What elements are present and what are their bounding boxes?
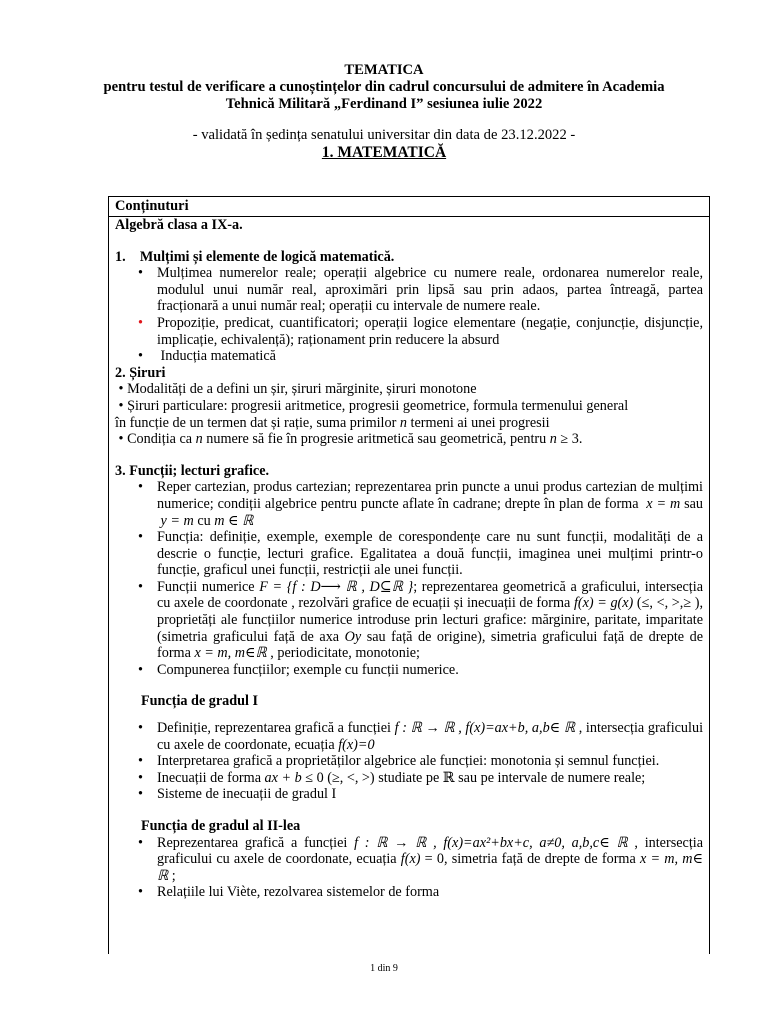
- document-header: [0, 62, 768, 162]
- list-item: • Funcții numerice F = {f : D⟶ ℝ , D⊆ℝ }; reprezentarea geometrică a graficului, intersecția cu axele de coordonate , rezolvări grafice de ecuații și inecuații de forma f(x) = g(x) (≤, <, >,≥ ), proprietăți ale funcțiilor numerice introduse prin lecturi grafice: mărginire, paritate, imparitate (simetria graficului față de axa Oy sau față de origine), simetria graficului față de drepte de forma x = m, m∈ℝ , periodicitate, monotonie;: [138, 578, 703, 662]
- bullet-icon: •: [138, 578, 143, 595]
- bullet-icon: •: [138, 720, 143, 737]
- list-item: • Definiție, reprezentarea grafică a funcției f : ℝ → ℝ , f(x)=ax+b, a,b∈ ℝ , intersecția graficului cu axele de coordonate, ecuația f(x)=0: [138, 720, 704, 753]
- bullet-icon: •: [138, 479, 143, 496]
- red-bullet-icon: •: [138, 314, 143, 331]
- doc-title: TEMATICA: [344, 62, 424, 78]
- section-2-list: [115, 381, 703, 447]
- list-item: • Reper cartezian, produs cartezian; reprezentarea prin puncte a unui produs cartezian de mulțimi numerice; condiții algebrice pentru puncte aflate în cadrane; drepte în plan de forma x = m sau y = m cu m ∈ ℝ: [138, 479, 703, 529]
- table-header: Conținuturi: [109, 197, 709, 217]
- list-item: • Inecuații de forma ax + b ≤ 0 (≥, <, >) studiate pe ℝ sau pe intervale de numere reale;: [138, 769, 646, 786]
- bullet-icon: •: [138, 529, 143, 546]
- validation-note: - validată în ședința senatului universitar din data de 23.12.2022 -: [192, 127, 576, 143]
- bullet-icon: •: [138, 834, 143, 851]
- table-body: [109, 217, 709, 901]
- list-item: • Propoziție, predicat, cuantificatori; operații logice elementare (negație, conjuncție, disjuncție, implicație, echivalență); raționament prin reducere la absurd: [138, 314, 703, 348]
- list-item: • Sisteme de inecuații de gradul I: [138, 786, 337, 803]
- subject-heading: 1. MATEMATICĂ: [321, 144, 447, 161]
- bullet-icon: •: [138, 348, 143, 365]
- bullet-icon: •: [118, 397, 124, 414]
- quadratic-function-title: Funcția de gradul al II-lea: [141, 818, 301, 834]
- algebra-title: Algebră clasa a IX-a.: [115, 217, 243, 233]
- quadratic-function-list: [115, 835, 703, 901]
- linear-function-list: [115, 720, 703, 803]
- list-item: • Modalități de a defini un șir, șiruri mărginite, șiruri monotone: [118, 381, 477, 398]
- bullet-icon: •: [138, 884, 143, 901]
- linear-function-title: Funcția de gradul I: [141, 693, 259, 710]
- list-item: • Relațiile lui Viète, rezolvarea sistemelor de forma: [138, 884, 440, 901]
- list-item: • Șiruri particulare: progresii aritmetice, progresii geometrice, formula termenului general: [118, 397, 629, 414]
- bullet-icon: •: [138, 769, 143, 786]
- list-item: • Condiția ca n numere să fie în progresie aritmetică sau geometrică, pentru n ≥ 3.: [118, 431, 583, 448]
- bullet-icon: •: [138, 661, 143, 678]
- section-2-title: 2. Șiruri: [115, 364, 166, 381]
- list-item: • Inducția matematică: [138, 348, 276, 365]
- bullet-icon: •: [118, 381, 124, 398]
- list-item: • Compunerea funcțiilor; exemple cu funcții numerice.: [138, 661, 459, 678]
- list-item: • Funcția: definiție, exemple, exemple de corespondențe care nu sunt funcții, modalități de a descrie o funcție, lecturi grafice. Egalitatea a două funcții, imaginea unei mulțimi printr-o funcție, graficul unei funcții, restricții ale unei funcții.: [138, 529, 703, 579]
- list-item-continuation: în funcție de un termen dat și rație, suma primilor n termeni ai unei progresii: [115, 414, 550, 431]
- bullet-icon: •: [138, 753, 143, 770]
- list-item: • Interpretarea grafică a proprietăților algebrice ale funcției: monotonia și semnul funcției.: [138, 753, 660, 770]
- section-3-list: [115, 479, 703, 678]
- bullet-icon: •: [118, 431, 124, 448]
- section-1-list: [115, 265, 703, 365]
- section-1-title: 1. Mulțimi și elemente de logică matematică.: [115, 248, 395, 265]
- doc-title-line2: pentru testul de verificare a cunoștințelor din cadrul concursului de admitere în Academia: [103, 79, 665, 95]
- doc-title-line3: Tehnică Militară „Ferdinand I” sesiunea iulie 2022: [225, 96, 543, 112]
- list-item: • Mulțimea numerelor reale; operații algebrice cu numere reale, ordonarea numerelor reale, modulul unui număr real, aproximări prin lipsă sau prin adaos, partea întreagă, partea fracționară a unui număr real; operații cu intervale de numere reale.: [138, 265, 703, 315]
- content-table: [108, 196, 710, 954]
- list-item: • Reprezentarea grafică a funcției f : ℝ → ℝ , f(x)=ax²+bx+c, a≠0, a,b,c∈ ℝ , intersecția graficului cu axele de coordonate, ecuația f(x) = 0, simetria față de drepte de forma x = m, m∈ ℝ ;: [138, 834, 703, 884]
- section-3-title: 3. Funcții; lecturi grafice.: [115, 462, 270, 479]
- page-number: 1 din 9: [370, 963, 398, 974]
- bullet-icon: •: [138, 786, 143, 803]
- bullet-icon: •: [138, 265, 143, 282]
